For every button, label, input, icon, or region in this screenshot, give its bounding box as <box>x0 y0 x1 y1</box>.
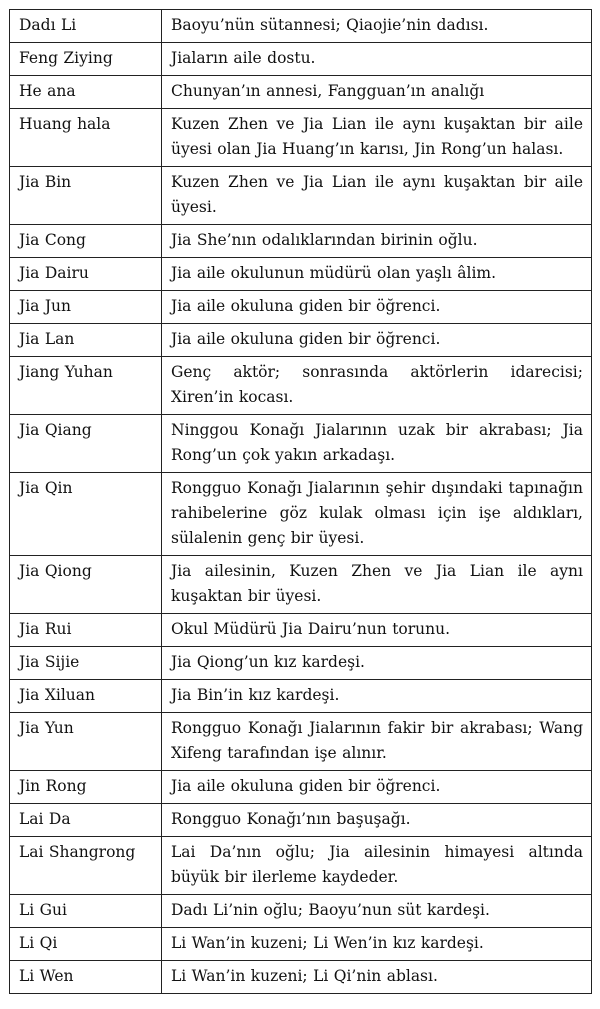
character-description: Jiaların aile dostu. <box>162 43 592 76</box>
table-row <box>10 837 592 895</box>
table-row <box>10 225 592 258</box>
character-name: Feng Ziying <box>10 43 162 76</box>
character-description: Jia Qiong’un kız kardeşi. <box>162 647 592 680</box>
table-row <box>10 713 592 771</box>
glossary-body <box>10 10 592 994</box>
character-name: Jia Qin <box>10 473 162 556</box>
character-description: Rongguo Konağı Jialarının şehir dışındaki tapınağın rahibelerine göz kulak olması için işe aldıkları, sülalenin genç bir üyesi. <box>162 473 592 556</box>
table-row <box>10 109 592 167</box>
character-description: Kuzen Zhen ve Jia Lian ile aynı kuşaktan bir aile üyesi olan Jia Huang’ın karısı, Jin Rong’un halası. <box>162 109 592 167</box>
character-description: Rongguo Konağı’nın başuşağı. <box>162 804 592 837</box>
table-row <box>10 961 592 994</box>
character-name: Jia Xiluan <box>10 680 162 713</box>
character-description: Genç aktör; sonrasında aktörlerin idarecisi; Xiren’in kocası. <box>162 357 592 415</box>
character-name: Jia Sijie <box>10 647 162 680</box>
character-name: Jia Dairu <box>10 258 162 291</box>
character-name: Li Qi <box>10 928 162 961</box>
character-name: Dadı Li <box>10 10 162 43</box>
character-name: Jia Bin <box>10 167 162 225</box>
character-description: Jia She’nın odalıklarından birinin oğlu. <box>162 225 592 258</box>
character-description: Jia Bin’in kız kardeşi. <box>162 680 592 713</box>
table-row <box>10 10 592 43</box>
table-row <box>10 928 592 961</box>
character-name: Jia Qiang <box>10 415 162 473</box>
character-description: Rongguo Konağı Jialarının fakir bir akrabası; Wang Xifeng tarafından işe alınır. <box>162 713 592 771</box>
character-description: Okul Müdürü Jia Dairu’nun torunu. <box>162 614 592 647</box>
character-name: Jia Rui <box>10 614 162 647</box>
table-row <box>10 771 592 804</box>
character-description: Dadı Li’nin oğlu; Baoyu’nun süt kardeşi. <box>162 895 592 928</box>
table-row <box>10 167 592 225</box>
character-description: Jia ailesinin, Kuzen Zhen ve Jia Lian ile aynı kuşaktan bir üyesi. <box>162 556 592 614</box>
character-name: Li Wen <box>10 961 162 994</box>
table-row <box>10 258 592 291</box>
character-description: Jia aile okulunun müdürü olan yaşlı âlim. <box>162 258 592 291</box>
character-glossary-table <box>9 9 592 994</box>
character-name: Huang hala <box>10 109 162 167</box>
character-description: Ninggou Konağı Jialarının uzak bir akrabası; Jia Rong’un çok yakın arkadaşı. <box>162 415 592 473</box>
character-name: Jin Rong <box>10 771 162 804</box>
character-description: Jia aile okuluna giden bir öğrenci. <box>162 324 592 357</box>
character-description: Li Wan’in kuzeni; Li Qi’nin ablası. <box>162 961 592 994</box>
character-name: Jiang Yuhan <box>10 357 162 415</box>
table-row <box>10 556 592 614</box>
table-row <box>10 415 592 473</box>
table-row <box>10 804 592 837</box>
character-description: Baoyu’nün sütannesi; Qiaojie’nin dadısı. <box>162 10 592 43</box>
character-name: Jia Jun <box>10 291 162 324</box>
character-description: Kuzen Zhen ve Jia Lian ile aynı kuşaktan bir aile üyesi. <box>162 167 592 225</box>
character-name: Jia Lan <box>10 324 162 357</box>
character-description: Jia aile okuluna giden bir öğrenci. <box>162 771 592 804</box>
character-description: Li Wan’in kuzeni; Li Wen’in kız kardeşi. <box>162 928 592 961</box>
character-description: Jia aile okuluna giden bir öğrenci. <box>162 291 592 324</box>
table-row <box>10 680 592 713</box>
character-description: Lai Da’nın oğlu; Jia ailesinin himayesi altında büyük bir ilerleme kaydeder. <box>162 837 592 895</box>
table-row <box>10 291 592 324</box>
table-row <box>10 647 592 680</box>
table-row <box>10 324 592 357</box>
character-name: Lai Da <box>10 804 162 837</box>
table-row <box>10 43 592 76</box>
character-name: Jia Qiong <box>10 556 162 614</box>
character-name: Jia Cong <box>10 225 162 258</box>
character-description: Chunyan’ın annesi, Fangguan’ın analığı <box>162 76 592 109</box>
character-name: Lai Shangrong <box>10 837 162 895</box>
table-row <box>10 895 592 928</box>
character-name: Li Gui <box>10 895 162 928</box>
table-row <box>10 473 592 556</box>
character-name: Jia Yun <box>10 713 162 771</box>
table-row <box>10 76 592 109</box>
character-name: He ana <box>10 76 162 109</box>
table-row <box>10 614 592 647</box>
table-row <box>10 357 592 415</box>
